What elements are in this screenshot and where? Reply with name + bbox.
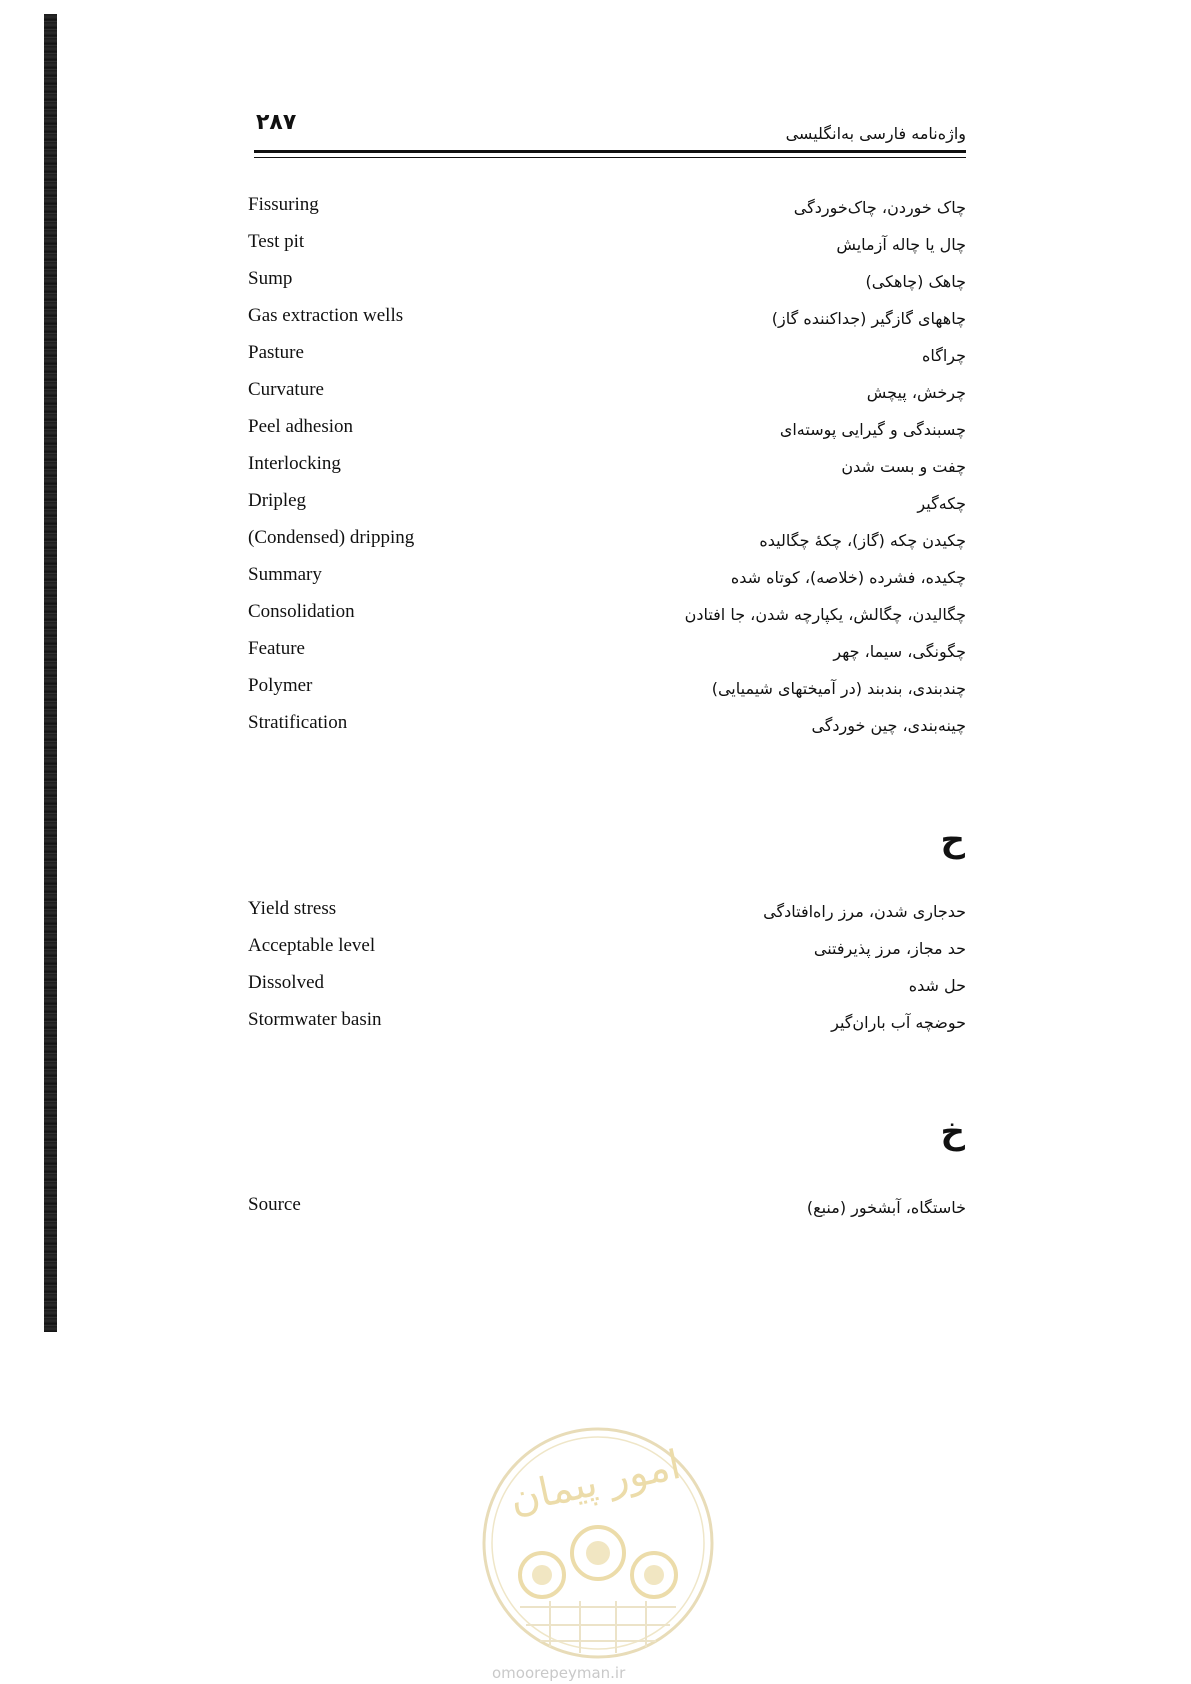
persian-term: چفت و بست شدن (841, 457, 966, 476)
persian-term: چینه‌بندی، چین خوردگی (811, 716, 966, 735)
glossary-entry (248, 601, 966, 638)
persian-term: چکیدن چکه (گاز)، چکهٔ چگالیده (759, 531, 966, 550)
english-term: Polymer (248, 675, 313, 696)
glossary-entry (248, 231, 966, 268)
glossary-entry (248, 379, 966, 416)
section-letter-he: ح (940, 820, 965, 860)
header-rule-thin (254, 157, 966, 158)
page-header (254, 110, 966, 160)
svg-text:امور پیمان: امور پیمان (505, 1441, 685, 1523)
watermark-stamp-logo (480, 1425, 716, 1661)
glossary-entry (248, 712, 966, 749)
english-term: Interlocking (248, 453, 341, 474)
section-letter-khe: خ (940, 1112, 965, 1152)
english-term: Sump (248, 268, 293, 289)
persian-term: حد مجاز، مرز پذیرفتنی (813, 939, 966, 958)
english-term: Curvature (248, 379, 324, 400)
glossary-entry (248, 972, 966, 1009)
glossary-entry (248, 638, 966, 675)
english-term: Stormwater basin (248, 1009, 382, 1030)
english-term: (Condensed) dripping (248, 527, 415, 548)
glossary-entry (248, 1009, 966, 1046)
glossary-entry (248, 1194, 966, 1231)
english-term: Test pit (248, 231, 305, 252)
english-term: Peel adhesion (248, 416, 354, 437)
header-rule-thick (254, 150, 966, 153)
english-term: Summary (248, 564, 322, 585)
glossary-entry (248, 675, 966, 712)
glossary-entry (248, 898, 966, 935)
running-title: واژه‌نامه فارسی به‌انگلیسی (785, 124, 966, 143)
glossary-entry (248, 305, 966, 342)
glossary-entry (248, 935, 966, 972)
english-term: Feature (248, 638, 305, 659)
glossary-entry (248, 416, 966, 453)
english-term: Gas extraction wells (248, 305, 404, 326)
glossary-section-che (248, 194, 966, 749)
persian-term: چکیده، فشرده (خلاصه)، کوتاه شده (730, 568, 966, 587)
glossary-entry (248, 453, 966, 490)
glossary-section-khe (248, 1194, 966, 1231)
english-term: Dripleg (248, 490, 307, 511)
persian-term: چندبندی، بندبند (در آمیختهای شیمیایی) (711, 679, 966, 698)
glossary-section-he (248, 898, 966, 1046)
english-term: Yield stress (248, 898, 337, 919)
glossary-entry (248, 268, 966, 305)
glossary-entry (248, 527, 966, 564)
english-term: Stratification (248, 712, 348, 733)
english-term: Source (248, 1194, 301, 1215)
persian-term: چسبندگی و گیرایی پوسته‌ای (779, 420, 966, 439)
persian-term: حوضچه آب باران‌گیر (831, 1013, 966, 1032)
persian-term: خاستگاه، آبشخور (منبع) (806, 1198, 966, 1217)
persian-term: چال یا چاله آزمایش (836, 235, 966, 254)
glossary-entry (248, 490, 966, 527)
page-number: ۲۸۷ (256, 110, 297, 135)
persian-term: چگالیدن، چگالش، یکپارچه شدن، جا افتادن (684, 605, 966, 624)
persian-term: چکه‌گیر (917, 494, 966, 513)
english-term: Consolidation (248, 601, 355, 622)
scan-edge-shadow (44, 14, 57, 1332)
persian-term: چراگاه (921, 346, 966, 365)
english-term: Pasture (248, 342, 304, 363)
english-term: Dissolved (248, 972, 324, 993)
persian-term: چگونگی، سیما، چهر (833, 642, 966, 661)
glossary-entry (248, 564, 966, 601)
english-term: Acceptable level (248, 935, 376, 956)
persian-term: چاهک (چاهکی) (865, 272, 966, 291)
english-term: Fissuring (248, 194, 319, 215)
persian-term: حدجاری شدن، مرز راه‌افتادگی (763, 902, 966, 921)
persian-term: چرخش، پیچش (866, 383, 966, 402)
persian-term: چاههای گازگیر (جداکننده گاز) (771, 309, 966, 328)
persian-term: حل شده (908, 976, 966, 995)
watermark-url: omoorepeyman.ir (492, 1664, 626, 1682)
persian-term: چاک خوردن، چاک‌خوردگی (793, 198, 966, 217)
glossary-entry (248, 342, 966, 379)
glossary-entry (248, 194, 966, 231)
